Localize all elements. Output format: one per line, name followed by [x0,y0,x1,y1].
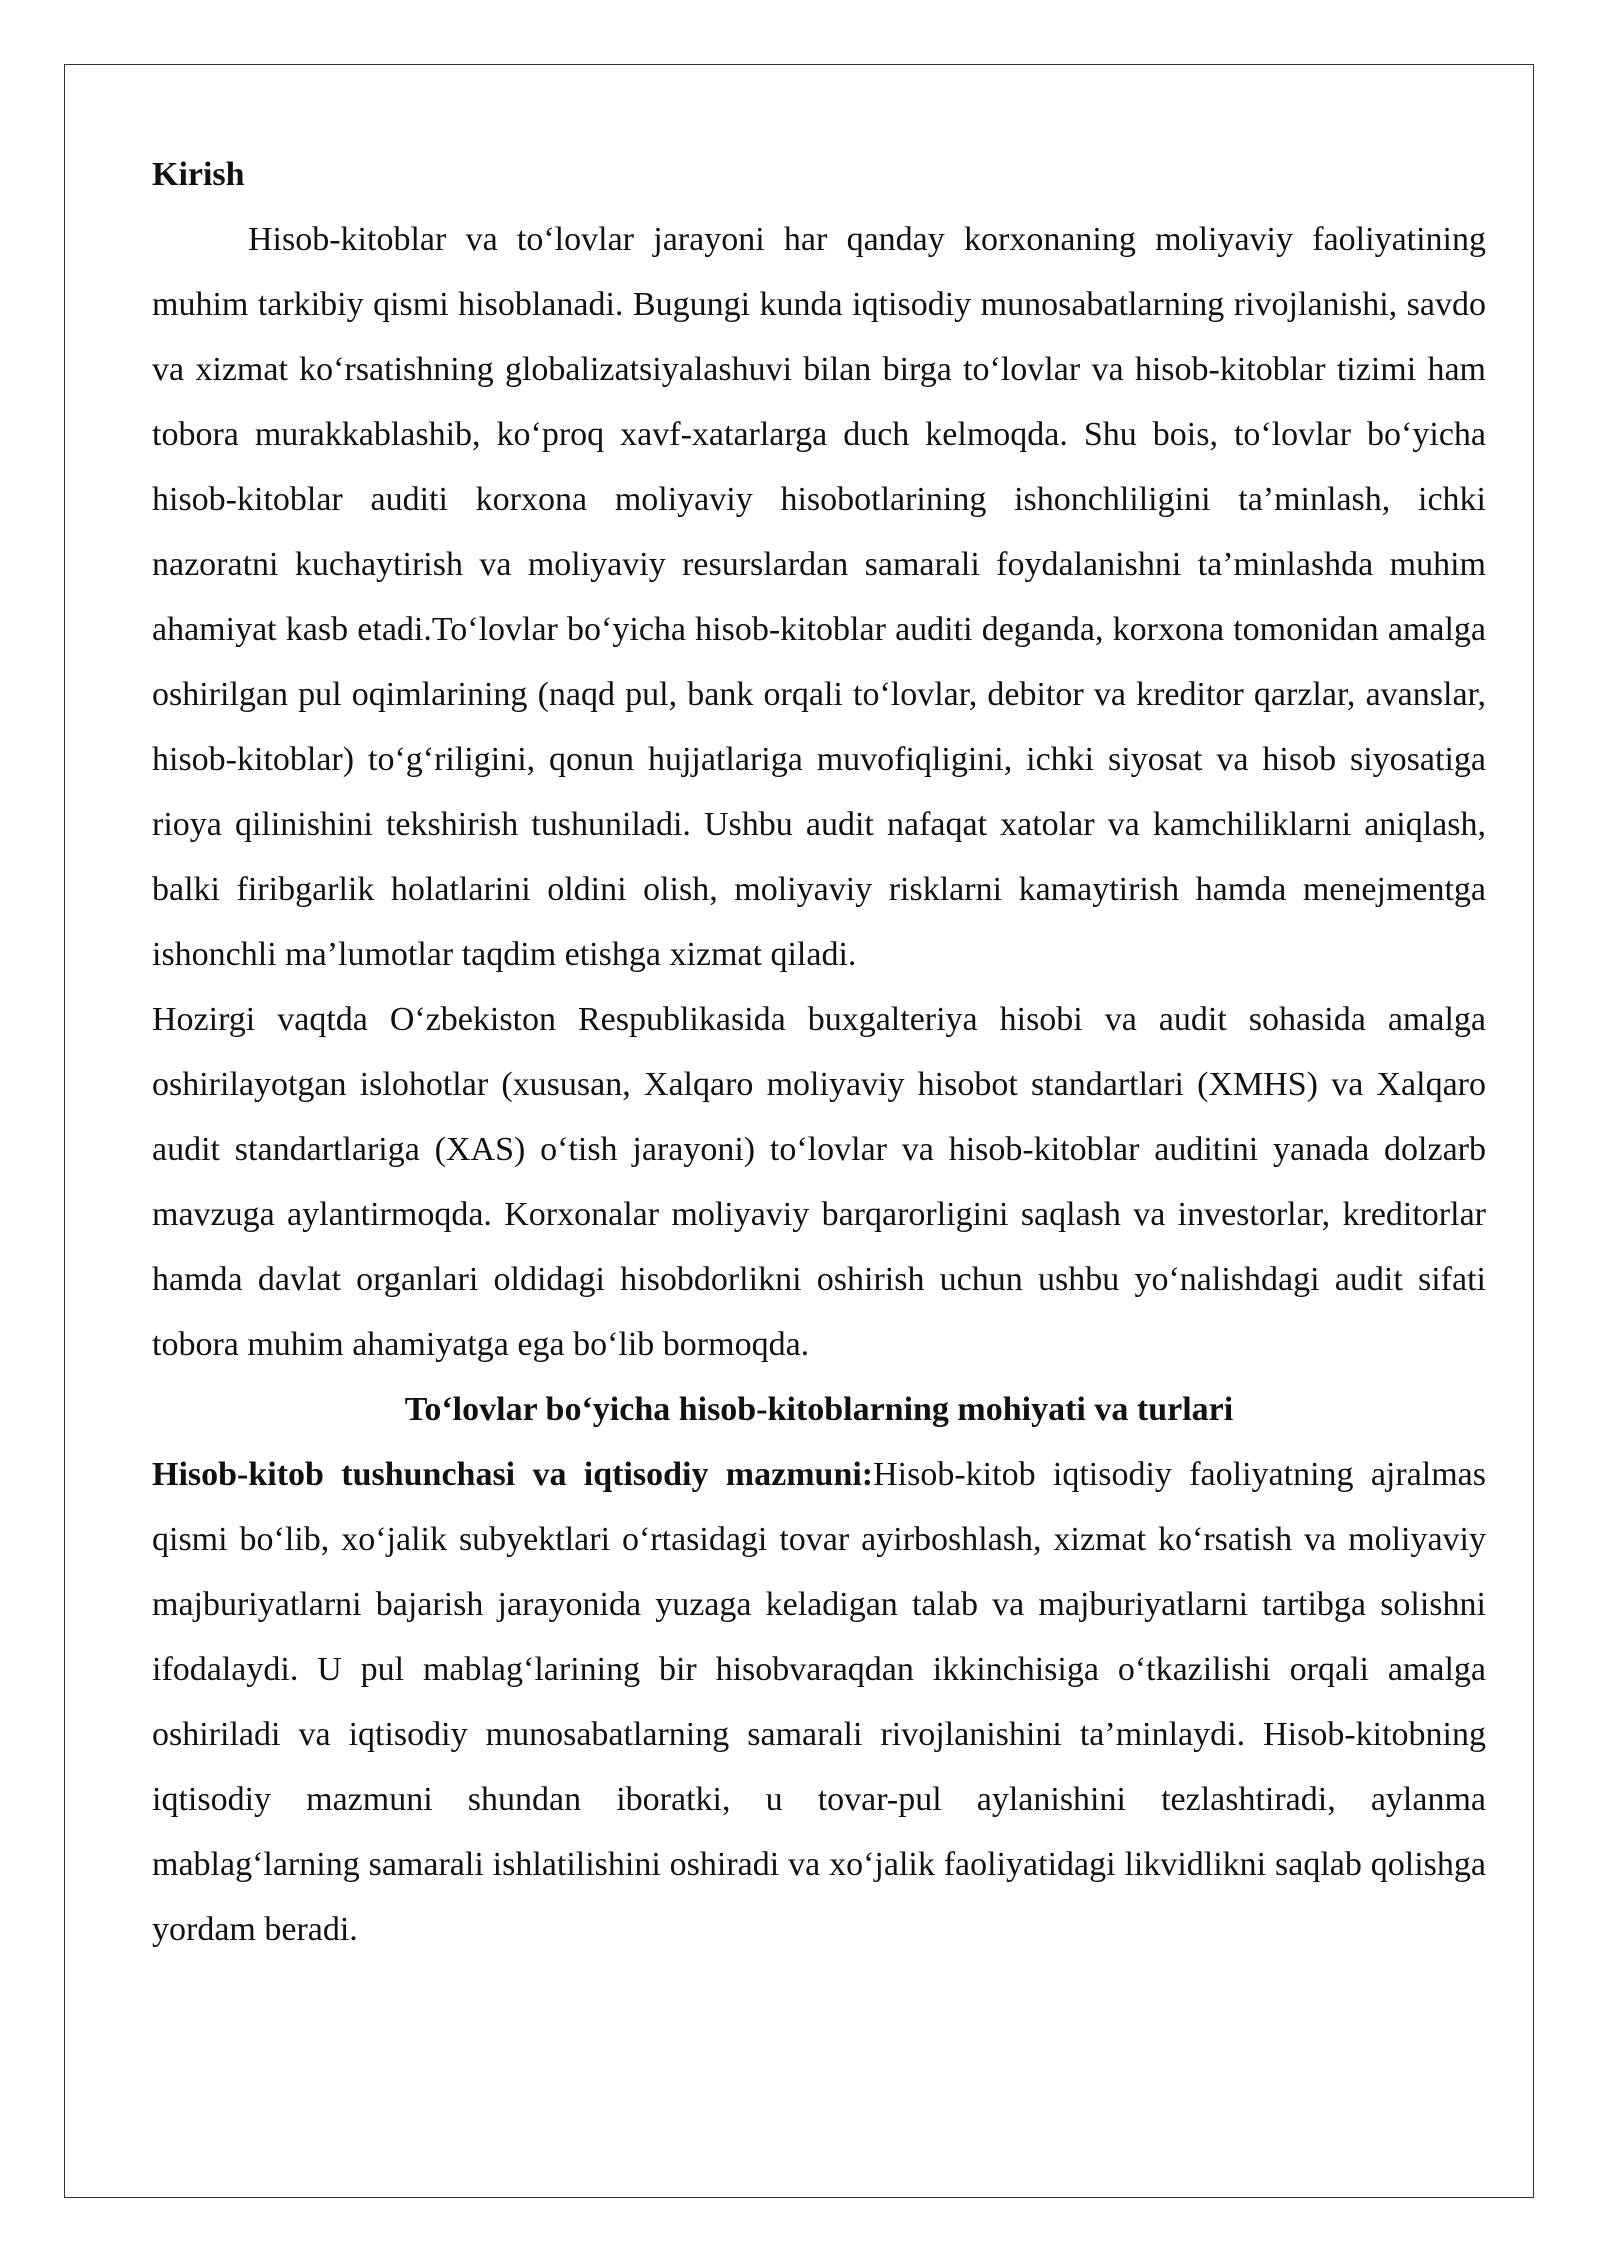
section-heading: To‘lovlar bo‘yicha hisob-kitoblarning mohiyati va turlari [404,1391,1234,1428]
concept-paragraph [152,1442,1486,1962]
document-body [152,142,1486,1962]
concept-body: Hisob-kitob iqtisodiy faoliyatning ajralmas qismi bo‘lib, xo‘jalik subyektlari o‘rtasidagi tovar ayirboshlash, xizmat ko‘rsatish va moliyaviy majburiyatlarni bajarish jarayonida yuzaga keladigan talab va majburiyatlarni tartibga solishni ifodalaydi. U pul mablag‘larining bir hisobvaraqdan ikkinchisiga o‘tkazilishi orqali amalga oshiriladi va iqtisodiy munosabatlarning samarali rivojlanishini ta’minlaydi. Hisob-kitobning iqtisodiy mazmuni shundan iboratki, u tovar-pul aylanishini tezlashtiradi, aylanma mablag‘larning samarali ishlatilishini oshiradi va xo‘jalik faoliyatidagi likvidlikni saqlab qolishga yordam beradi. [152,1456,1486,1948]
reforms-paragraph: Hozirgi vaqtda O‘zbekiston Respublikasida buxgalteriya hisobi va audit sohasida amalga oshirilayotgan islohotlar (xususan, Xalqaro moliyaviy hisobot standartlari (XMHS) va Xalqaro audit standartlariga (XAS) o‘tish jarayoni) to‘lovlar va hisob-kitoblar auditini yanada dolzarb mavzuga aylantirmoqda. Korxonalar moliyaviy barqarorligini saqlash va investorlar, kreditorlar hamda davlat organlari oldidagi hisobdorlikni oshirish uchun ushbu yo‘nalishdagi audit sifati tobora muhim ahamiyatga ega bo‘lib bormoqda. [152,1001,1486,1363]
intro-paragraph: Hisob-kitoblar va to‘lovlar jarayoni har qanday korxonaning moliyaviy faoliyatining muhim tarkibiy qismi hisoblanadi. Bugungi kunda iqtisodiy munosabatlarning rivojlanishi, savdo va xizmat ko‘rsatishning globalizatsiyalashuvi bilan birga to‘lovlar va hisob-kitoblar tizimi ham tobora murakkablashib, ko‘proq xavf-xatarlarga duch kelmoqda. Shu bois, to‘lovlar bo‘yicha hisob-kitoblar auditi korxona moliyaviy hisobotlarining ishonchliligini ta’minlash, ichki nazoratni kuchaytirish va moliyaviy resurslardan samarali foydalanishni ta’minlashda muhim ahamiyat kasb etadi.To‘lovlar bo‘yicha hisob-kitoblar auditi deganda, korxona tomonidan amalga oshirilgan pul oqimlarining (naqd pul, bank orqali to‘lovlar, debitor va kreditor qarzlar, avanslar, hisob-kitoblar) to‘g‘riligini, qonun hujjatlariga muvofiqligini, ichki siyosat va hisob siyosatiga rioya qilinishini tekshirish tushuniladi. Ushbu audit nafaqat xatolar va kamchiliklarni aniqlash, balki firibgarlik holatlarini oldini olish, moliyaviy risklarni kamaytirish hamda menejmentga ishonchli ma’lumotlar taqdim etishga xizmat qiladi. [152,221,1486,973]
intro-heading: Kirish [152,156,245,193]
concept-lead: Hisob-kitob tushunchasi va iqtisodiy mazmuni: [152,1456,874,1493]
